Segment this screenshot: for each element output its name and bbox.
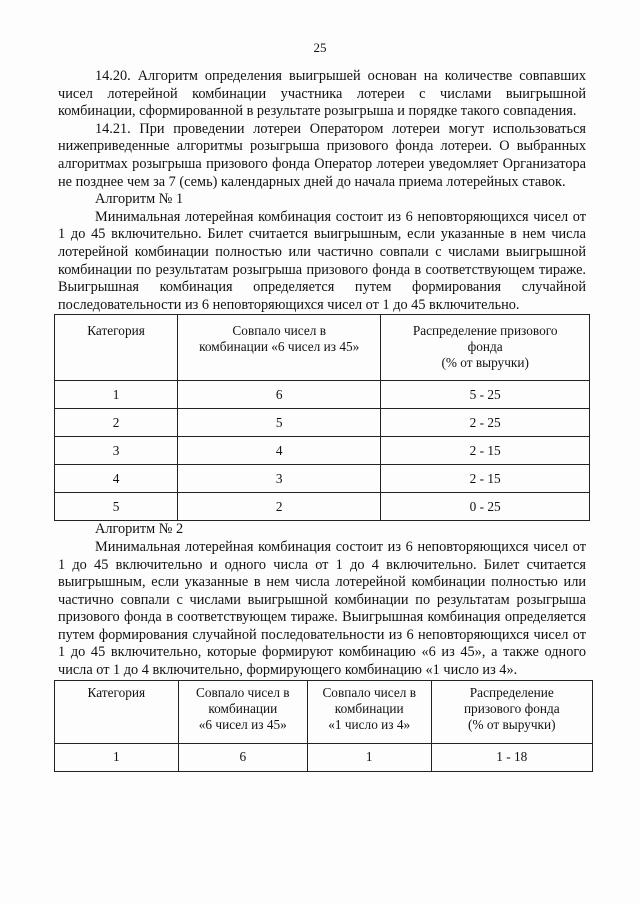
prize-table-algorithm-1 [54,314,590,521]
cell-category: 1 [55,381,178,409]
cell-matched: 6 [178,381,381,409]
cell-category: 1 [55,743,179,771]
cell-category: 2 [55,409,178,437]
cell-category: 5 [55,493,178,521]
document-body [58,68,586,772]
paragraph-14-21: 14.21. При проведении лотереи Оператором лотереи могут использоваться нижеприведенные алгоритмы розыгрыша призового фонда лотереи. О выбранных алгоритмах розыгрыша призового фонда Оператор лотереи уведомляет Организатора не позднее чем за 7 (семь) календарных дней до начала приема лотерейных ставок. [58,120,586,190]
header-category: Категория [55,315,178,381]
cell-category: 3 [55,437,178,465]
cell-matched: 5 [178,409,381,437]
table-row [55,493,590,521]
cell-matched: 4 [178,437,381,465]
header-category: Категория [55,680,179,743]
page-number: 25 [313,40,327,55]
cell-matched: 3 [178,465,381,493]
cell-distribution: 0 - 25 [381,493,590,521]
header-matched-6-of-45: Совпало чисел в комбинации «6 чисел из 45» [178,680,307,743]
algorithm-1-text: Минимальная лотерейная комбинация состоит из 6 неповторяющихся чисел от 1 до 45 включительно. Билет считается выигрышным, если указанные в нем числа лотерейной комбинации полностью или частично совпали с числами выигрышной комбинации по результатам розыгрыша призового фонда в соответствующем тираже. Выигрышная комбинация определяется путем формирования случайной последовательности из 6 неповторяющихся чисел от 1 до 45 включительно. [58,208,586,313]
header-matched-1-of-4: Совпало чисел в комбинации «1 число из 4» [307,680,431,743]
header-distribution: Распределение призового фонда (% от выручки) [431,680,592,743]
table-row [55,743,593,771]
cell-matched: 2 [178,493,381,521]
table-row [55,381,590,409]
cell-category: 4 [55,465,178,493]
cell-distribution: 2 - 25 [381,409,590,437]
paragraph-14-20: 14.20. Алгоритм определения выигрышей основан на количестве совпавших чисел лотерейной комбинации участника лотереи с числами выигрышной комбинации, сформированной в результате розыгрыша и порядке такого совпадения. [58,68,586,120]
header-distribution: Распределение призового фонда (% от выручки) [381,315,590,381]
cell-distribution: 2 - 15 [381,437,590,465]
algorithm-2-text: Минимальная лотерейная комбинация состоит из 6 неповторяющихся чисел от 1 до 45 включительно и одного числа от 1 до 4 включительно. Билет считается выигрышным, если указанные в нем числа лотерейной комбинации полностью или частично совпали с числами выигрышной комбинации по результатам розыгрыша призового фонда в соответствующем тираже. Выигрышная комбинация определяется путем формирования случайной последовательности из 6 неповторяющихся чисел от 1 до 45 включительно, которые формируют комбинацию «6 из 45», а также одного числа от 1 до 4 включительно, формирующего комбинацию «1 число из 4». [58,538,586,679]
table-header-row [55,315,590,381]
cell-distribution: 5 - 25 [381,381,590,409]
table-row [55,465,590,493]
table-row [55,409,590,437]
prize-table-algorithm-2 [54,680,593,772]
cell-distribution: 2 - 15 [381,465,590,493]
table-header-row [55,680,593,743]
cell-distribution: 1 - 18 [431,743,592,771]
cell-matched-6-of-45: 6 [178,743,307,771]
table-row [55,437,590,465]
header-matched: Совпало чисел в комбинации «6 чисел из 45» [178,315,381,381]
algorithm-2-title: Алгоритм № 2 [95,521,184,538]
cell-matched-1-of-4: 1 [307,743,431,771]
algorithm-1-title: Алгоритм № 1 [95,191,184,208]
